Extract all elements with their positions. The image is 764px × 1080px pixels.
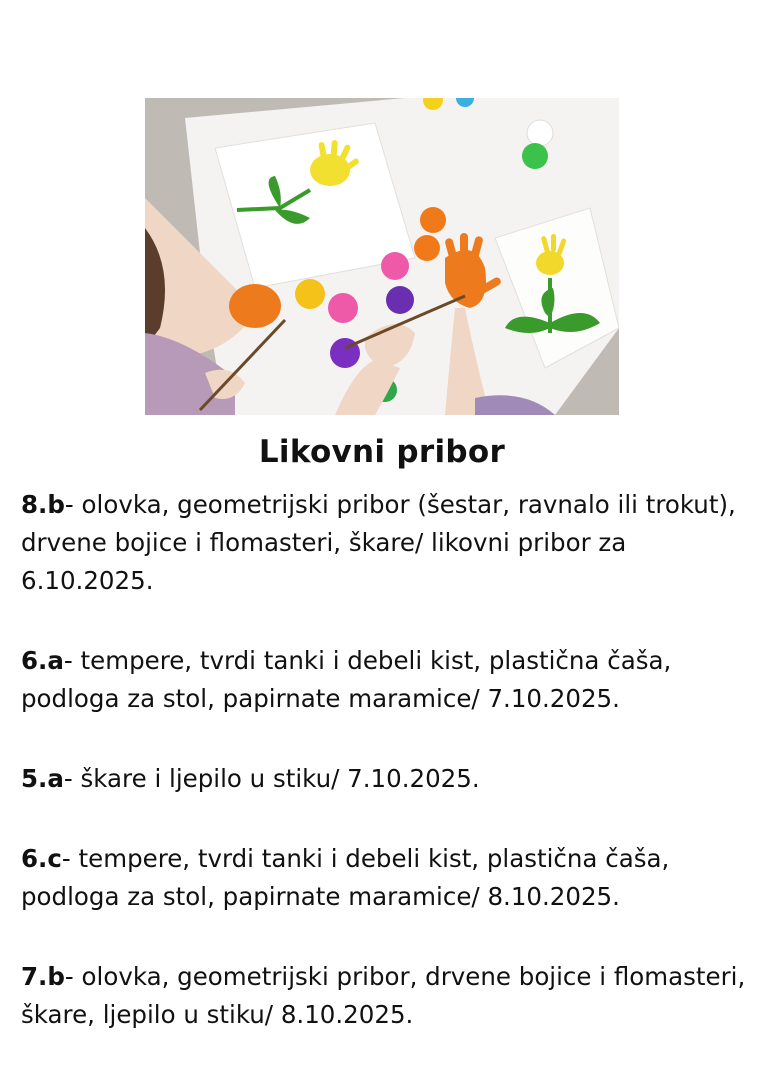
supply-list — [21, 486, 751, 1076]
class-label: 5.a — [21, 764, 64, 793]
list-item — [21, 642, 751, 718]
list-item — [21, 486, 751, 600]
children-painting-icon — [145, 98, 619, 415]
class-label: 7.b — [21, 962, 65, 991]
list-item — [21, 958, 751, 1034]
class-label: 6.a — [21, 646, 64, 675]
list-item — [21, 840, 751, 916]
class-label: 8.b — [21, 490, 65, 519]
class-label: 6.c — [21, 844, 62, 873]
supply-text: - olovka, geometrijski pribor, drvene bojice i flomasteri, škare, ljepilo u stiku/ 8.10.2025. — [21, 962, 746, 1029]
painting-photo — [145, 98, 619, 415]
supply-text: - tempere, tvrdi tanki i debeli kist, plastična čaša, podloga za stol, papirnate maramice/ 7.10.2025. — [21, 646, 672, 713]
page-title: Likovni pribor — [258, 434, 506, 470]
supply-text: - olovka, geometrijski pribor (šestar, ravnalo ili trokut), drvene bojice i flomasteri, škare/ likovni pribor za 6.10.2025. — [21, 490, 736, 595]
list-item — [21, 760, 751, 798]
supply-text: - škare i ljepilo u stiku/ 7.10.2025. — [63, 764, 480, 793]
supply-text: - tempere, tvrdi tanki i debeli kist, plastična čaša, podloga za stol, papirnate maramice/ 8.10.2025. — [21, 844, 670, 911]
